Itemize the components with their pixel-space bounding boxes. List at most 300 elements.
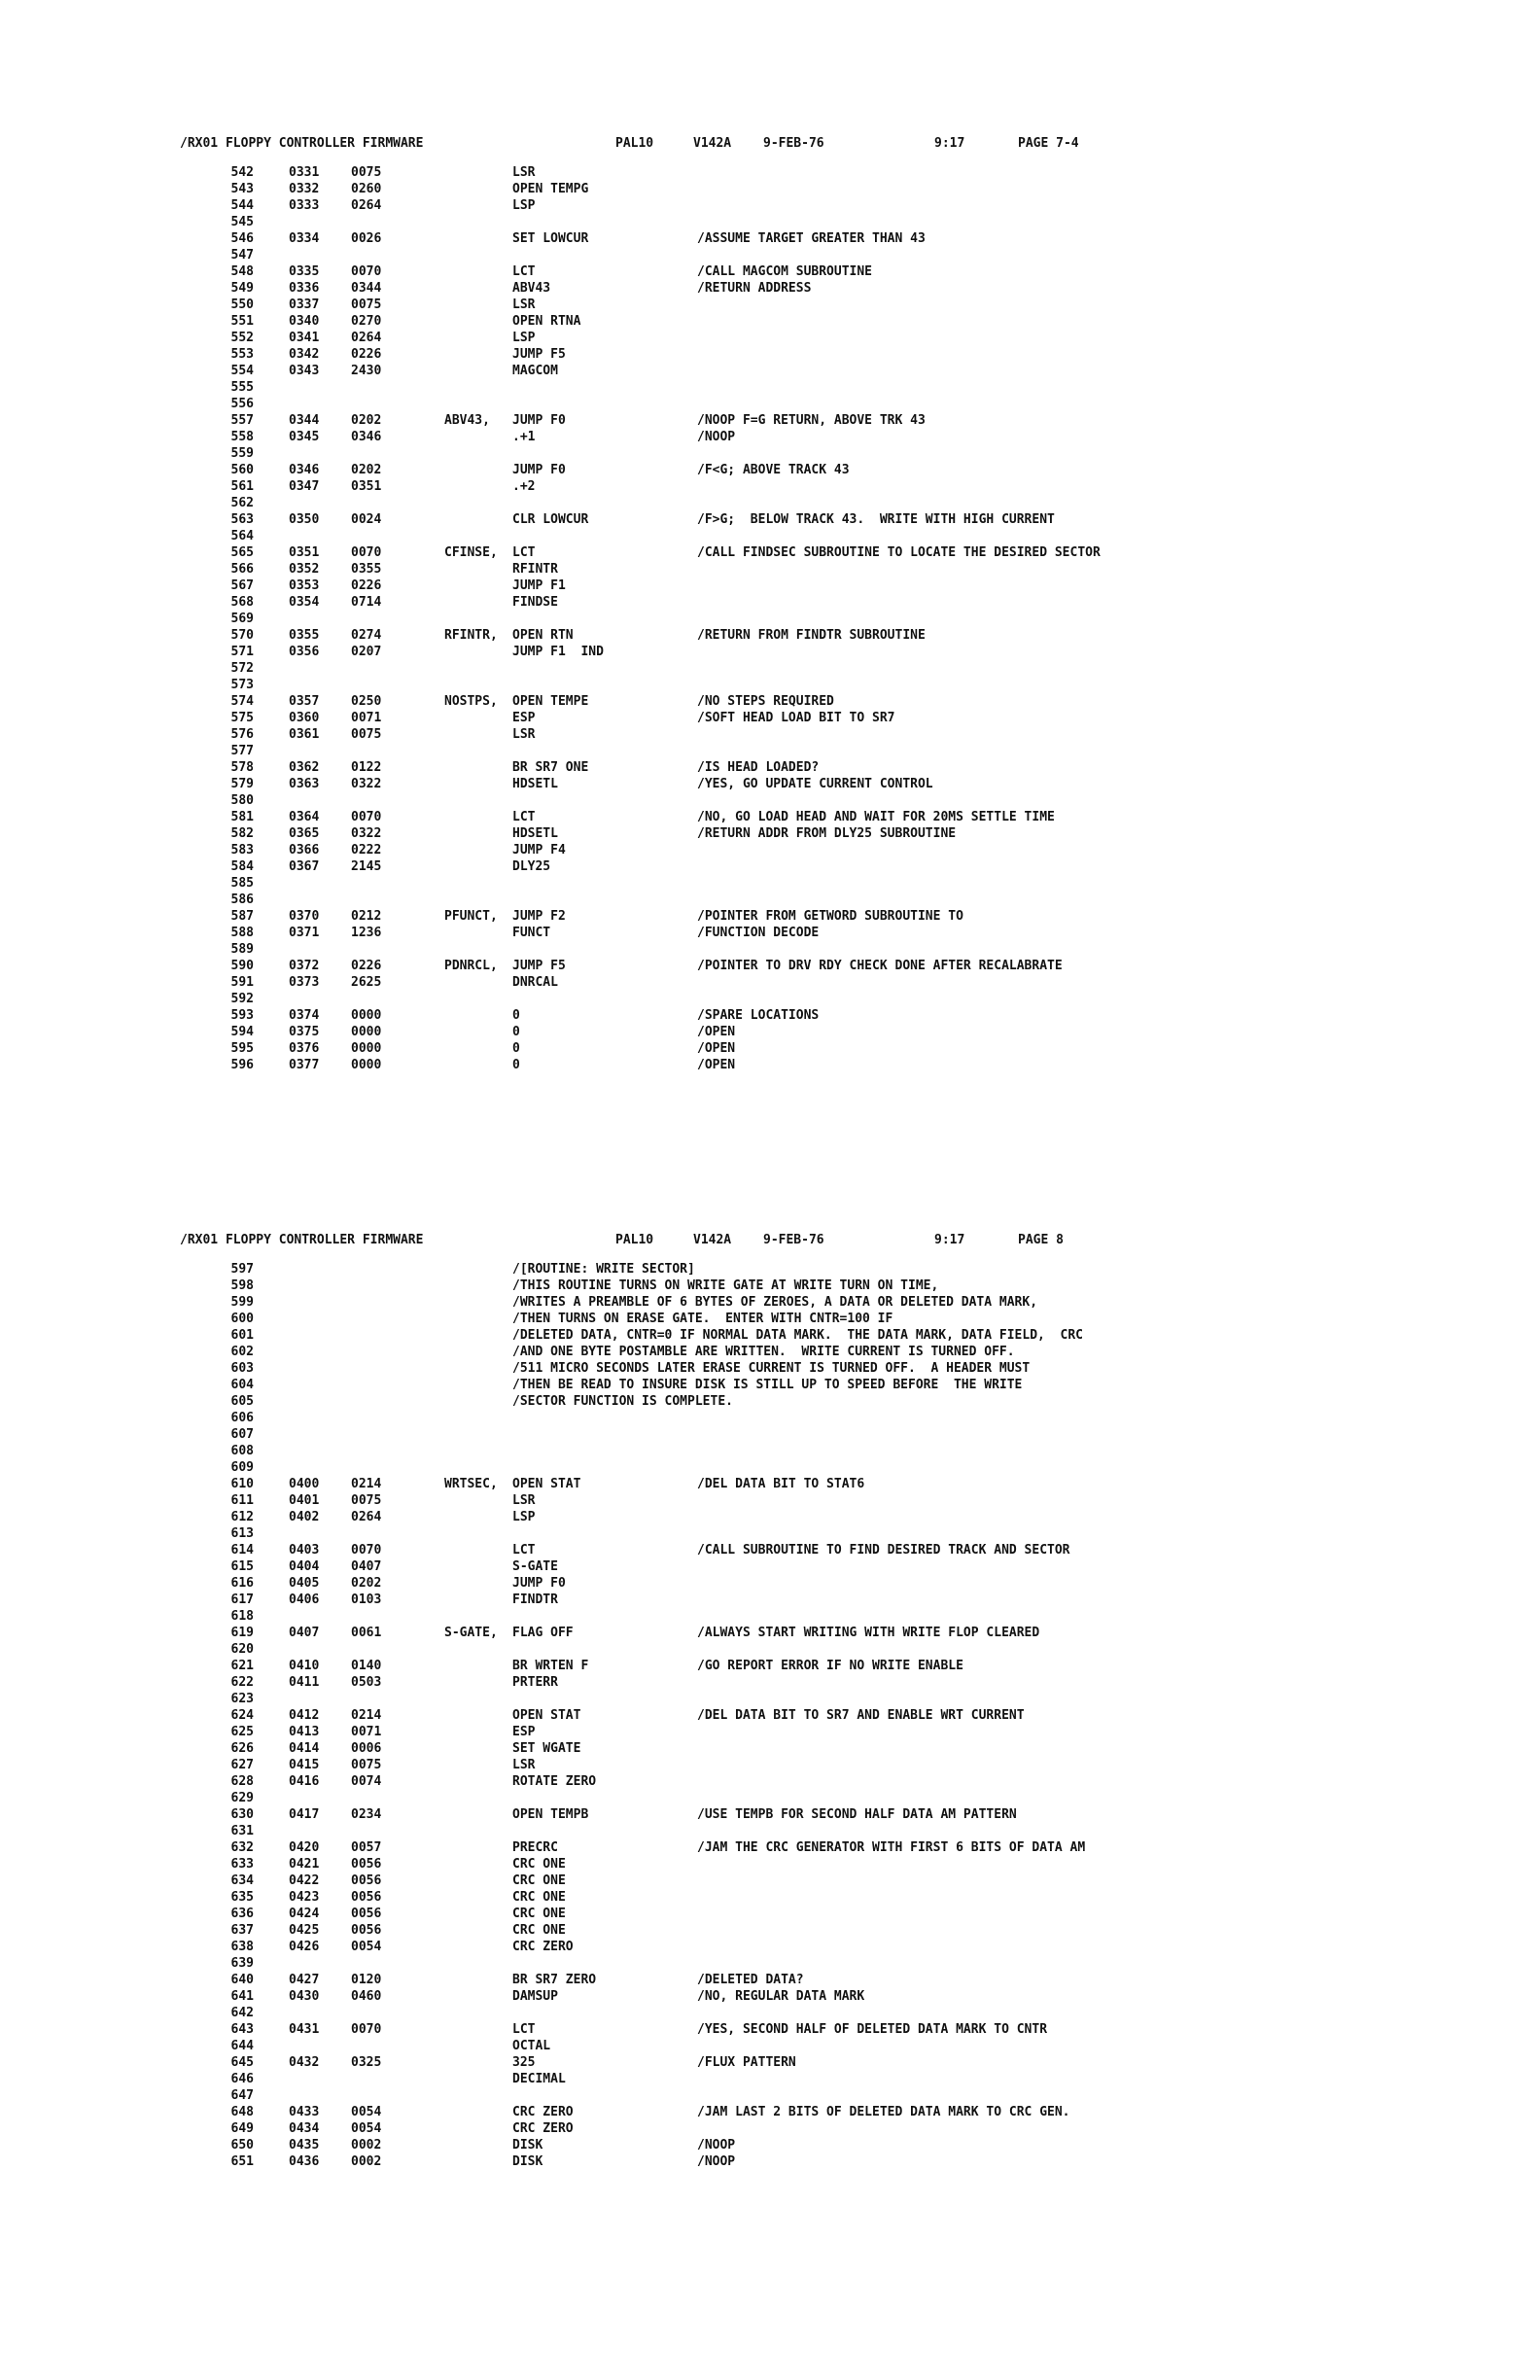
listing-line [180, 231, 1463, 248]
line-number: 629 [230, 1791, 254, 1805]
instruction: OPEN TEMPB [512, 1807, 589, 1822]
listing-line [180, 430, 1463, 446]
instruction: 0 [512, 1008, 520, 1023]
address: 0346 [289, 463, 320, 477]
address: 0352 [289, 562, 320, 577]
line-number: 635 [230, 1890, 254, 1905]
listing-line [180, 859, 1463, 876]
line-number: 559 [230, 446, 254, 461]
listing-line [180, 1890, 1463, 1907]
instruction: S-GATE [512, 1559, 558, 1574]
address: 0420 [289, 1840, 320, 1855]
line-number: 553 [230, 347, 254, 362]
comment: /CALL MAGCOM SUBROUTINE [697, 264, 873, 279]
opcode: 0202 [351, 1576, 382, 1591]
line-number: 648 [230, 2105, 254, 2119]
listing-line [180, 892, 1463, 909]
address: 0403 [289, 1543, 320, 1558]
line-number: 542 [230, 165, 254, 180]
line-number: 600 [230, 1312, 254, 1326]
comment: /POINTER TO DRV RDY CHECK DONE AFTER RECALABRATE [697, 959, 1063, 973]
listing-line [180, 1758, 1463, 1774]
opcode: 0264 [351, 1510, 382, 1524]
comment: /RETURN FROM FINDTR SUBROUTINE [697, 628, 926, 643]
header-page-number: PAGE 7-4 [1018, 136, 1079, 151]
listing-line [180, 2154, 1463, 2171]
address: 0333 [289, 198, 320, 213]
label: CFINSE, [444, 545, 498, 560]
listing-line [180, 744, 1463, 760]
opcode: 0214 [351, 1708, 382, 1723]
opcode: 0002 [351, 2138, 382, 2152]
comment: /NO, GO LOAD HEAD AND WAIT FOR 20MS SETTLE TIME [697, 810, 1055, 824]
opcode: 0226 [351, 959, 382, 973]
line-number: 623 [230, 1692, 254, 1706]
comment-block-text: /DELETED DATA, CNTR=0 IF NORMAL DATA MARK. THE DATA MARK, DATA FIELD, CRC [512, 1328, 1083, 1343]
address: 0356 [289, 645, 320, 659]
line-number: 577 [230, 744, 254, 758]
address: 0344 [289, 413, 320, 428]
opcode: 0714 [351, 595, 382, 610]
label: ABV43, [444, 413, 490, 428]
listing-line [180, 1058, 1463, 1074]
opcode: 0075 [351, 298, 382, 312]
listing-line [180, 1543, 1463, 1559]
instruction: FINDTR [512, 1592, 558, 1607]
address: 0407 [289, 1626, 320, 1640]
line-number: 576 [230, 727, 254, 742]
line-number: 607 [230, 1427, 254, 1442]
code-listing [180, 1262, 1463, 2171]
listing-line [180, 545, 1463, 562]
instruction: CRC ONE [512, 1923, 566, 1938]
line-number: 587 [230, 909, 254, 924]
address: 0410 [289, 1659, 320, 1673]
line-number: 618 [230, 1609, 254, 1624]
listing-line [180, 1411, 1463, 1427]
listing-line [180, 1956, 1463, 1973]
address: 0373 [289, 975, 320, 990]
opcode: 0503 [351, 1675, 382, 1690]
listing-line [180, 612, 1463, 628]
address: 0364 [289, 810, 320, 824]
opcode: 0075 [351, 1758, 382, 1772]
comment: /OPEN [697, 1058, 736, 1072]
instruction: DNRCAL [512, 975, 558, 990]
label: S-GATE, [444, 1626, 498, 1640]
line-number: 599 [230, 1295, 254, 1310]
opcode: 0234 [351, 1807, 382, 1822]
header-version: V142A [693, 1233, 732, 1247]
line-number: 644 [230, 2039, 254, 2053]
listing-line [180, 1477, 1463, 1493]
listing-line [180, 1642, 1463, 1659]
instruction: OPEN STAT [512, 1477, 581, 1491]
line-number: 616 [230, 1576, 254, 1591]
instruction: CRC ONE [512, 1873, 566, 1888]
listing-line [180, 711, 1463, 727]
listing-line [180, 413, 1463, 430]
listing-line [180, 1312, 1463, 1328]
address: 0377 [289, 1058, 320, 1072]
line-number: 554 [230, 364, 254, 378]
opcode: 0122 [351, 760, 382, 775]
listing-line [180, 942, 1463, 959]
opcode: 0070 [351, 1543, 382, 1558]
instruction: 0 [512, 1041, 520, 1056]
listing-line [180, 1708, 1463, 1725]
listing-line [180, 215, 1463, 231]
line-number: 650 [230, 2138, 254, 2152]
line-number: 601 [230, 1328, 254, 1343]
listing-line [180, 1659, 1463, 1675]
instruction: LCT [512, 545, 536, 560]
opcode: 0270 [351, 314, 382, 329]
listing-line [180, 1378, 1463, 1394]
listing-line [180, 1791, 1463, 1807]
comment: /ALWAYS START WRITING WITH WRITE FLOP CLEARED [697, 1626, 1040, 1640]
comment: /ASSUME TARGET GREATER THAN 43 [697, 231, 926, 246]
address: 0355 [289, 628, 320, 643]
instruction: JUMP F1 [512, 578, 566, 593]
address: 0357 [289, 694, 320, 709]
listing-line [180, 628, 1463, 645]
line-number: 631 [230, 1824, 254, 1838]
listing-line [180, 1278, 1463, 1295]
opcode: 0264 [351, 198, 382, 213]
line-number: 621 [230, 1659, 254, 1673]
label: PDNRCL, [444, 959, 498, 973]
line-number: 570 [230, 628, 254, 643]
listing-line [180, 2055, 1463, 2072]
comment: /POINTER FROM GETWORD SUBROUTINE TO [697, 909, 963, 924]
header-date: 9-FEB-76 [763, 1233, 824, 1247]
address: 0374 [289, 1008, 320, 1023]
listing-line [180, 298, 1463, 314]
comment: /JAM THE CRC GENERATOR WITH FIRST 6 BITS OF DATA AM [697, 1840, 1086, 1855]
listing-line [180, 760, 1463, 777]
instruction: CRC ONE [512, 1890, 566, 1905]
opcode: 0071 [351, 1725, 382, 1739]
instruction: CRC ZERO [512, 2121, 574, 2136]
address: 0375 [289, 1025, 320, 1039]
opcode: 0103 [351, 1592, 382, 1607]
listing-line [180, 2121, 1463, 2138]
header-version: V142A [693, 136, 732, 151]
address: 0371 [289, 926, 320, 940]
line-number: 565 [230, 545, 254, 560]
line-number: 617 [230, 1592, 254, 1607]
instruction: .+1 [512, 430, 536, 444]
listing-line [180, 479, 1463, 496]
comment: /F>G; BELOW TRACK 43. WRITE WITH HIGH CURRENT [697, 512, 1055, 527]
comment: /DEL DATA BIT TO SR7 AND ENABLE WRT CURRENT [697, 1708, 1025, 1723]
listing-line [180, 314, 1463, 331]
line-number: 602 [230, 1345, 254, 1359]
listing-line [180, 2088, 1463, 2105]
line-number: 606 [230, 1411, 254, 1425]
label: RFINTR, [444, 628, 498, 643]
line-number: 597 [230, 1262, 254, 1277]
line-number: 584 [230, 859, 254, 874]
listing-line [180, 678, 1463, 694]
opcode: 0264 [351, 331, 382, 345]
listing-line [180, 1008, 1463, 1025]
comment-block-text: /511 MICRO SECONDS LATER ERASE CURRENT IS TURNED OFF. A HEADER MUST [512, 1361, 1031, 1376]
line-number: 603 [230, 1361, 254, 1376]
opcode: 0000 [351, 1041, 382, 1056]
listing-line [180, 512, 1463, 529]
address: 0421 [289, 1857, 320, 1872]
line-number: 563 [230, 512, 254, 527]
instruction: OPEN RTNA [512, 314, 581, 329]
listing-line [180, 2105, 1463, 2121]
listing-line [180, 1907, 1463, 1923]
listing-line [180, 198, 1463, 215]
listing-line [180, 1361, 1463, 1378]
line-number: 588 [230, 926, 254, 940]
opcode: 0212 [351, 909, 382, 924]
listing-line [180, 661, 1463, 678]
line-number: 595 [230, 1041, 254, 1056]
opcode: 0056 [351, 1923, 382, 1938]
line-number: 591 [230, 975, 254, 990]
address: 0413 [289, 1725, 320, 1739]
listing-line [180, 1328, 1463, 1345]
listing-line [180, 446, 1463, 463]
listing-line [180, 1989, 1463, 2006]
line-number: 610 [230, 1477, 254, 1491]
address: 0360 [289, 711, 320, 725]
line-number: 651 [230, 2154, 254, 2169]
comment-block-text: /THEN BE READ TO INSURE DISK IS STILL UP TO SPEED BEFORE THE WRITE [512, 1378, 1023, 1392]
comment-block-text: /WRITES A PREAMBLE OF 6 BYTES OF ZEROES, A DATA OR DELETED DATA MARK, [512, 1295, 1038, 1310]
comment: /NOOP F=G RETURN, ABOVE TRK 43 [697, 413, 926, 428]
opcode: 0070 [351, 810, 382, 824]
line-number: 547 [230, 248, 254, 262]
listing-line [180, 992, 1463, 1008]
listing-page-7-4 [180, 136, 1463, 1074]
line-number: 557 [230, 413, 254, 428]
listing-line [180, 1840, 1463, 1857]
address: 0412 [289, 1708, 320, 1723]
address: 0411 [289, 1675, 320, 1690]
instruction: JUMP F2 [512, 909, 566, 924]
comment-block-text: /THEN TURNS ON ERASE GATE. ENTER WITH CNTR=100 IF [512, 1312, 893, 1326]
address: 0363 [289, 777, 320, 791]
address: 0367 [289, 859, 320, 874]
header-time: 9:17 [934, 1233, 965, 1247]
listing-line [180, 578, 1463, 595]
instruction: LSR [512, 298, 536, 312]
line-number: 546 [230, 231, 254, 246]
instruction: DLY25 [512, 859, 551, 874]
line-number: 619 [230, 1626, 254, 1640]
address: 0361 [289, 727, 320, 742]
comment-block-text: /SECTOR FUNCTION IS COMPLETE. [512, 1394, 733, 1409]
opcode: 0222 [351, 843, 382, 858]
listing-line [180, 1873, 1463, 1890]
instruction: ROTATE ZERO [512, 1774, 597, 1789]
line-number: 552 [230, 331, 254, 345]
instruction: 325 [512, 2055, 536, 2070]
line-number: 638 [230, 1940, 254, 1954]
instruction: SET WGATE [512, 1741, 581, 1756]
opcode: 0070 [351, 545, 382, 560]
line-number: 647 [230, 2088, 254, 2103]
header-module: PAL10 [615, 1233, 654, 1247]
listing-line [180, 843, 1463, 859]
listing-line [180, 1559, 1463, 1576]
line-number: 611 [230, 1493, 254, 1508]
line-number: 633 [230, 1857, 254, 1872]
address: 0405 [289, 1576, 320, 1591]
listing-line [180, 1510, 1463, 1526]
listing-line [180, 727, 1463, 744]
opcode: 0075 [351, 727, 382, 742]
opcode: 0056 [351, 1857, 382, 1872]
line-number: 608 [230, 1444, 254, 1458]
instruction: BR SR7 ZERO [512, 1973, 597, 1987]
listing-line [180, 1444, 1463, 1460]
address: 0417 [289, 1807, 320, 1822]
instruction: OPEN RTN [512, 628, 574, 643]
opcode: 0070 [351, 2022, 382, 2037]
line-number: 558 [230, 430, 254, 444]
comment: /NOOP [697, 430, 736, 444]
opcode: 0274 [351, 628, 382, 643]
comment: /SOFT HEAD LOAD BIT TO SR7 [697, 711, 895, 725]
address: 0354 [289, 595, 320, 610]
line-number: 639 [230, 1956, 254, 1971]
comment: /FLUX PATTERN [697, 2055, 796, 2070]
line-number: 581 [230, 810, 254, 824]
line-number: 550 [230, 298, 254, 312]
instruction: OPEN STAT [512, 1708, 581, 1723]
listing-line [180, 1262, 1463, 1278]
instruction: 0 [512, 1058, 520, 1072]
instruction: SET LOWCUR [512, 231, 589, 246]
address: 0365 [289, 826, 320, 841]
opcode: 1236 [351, 926, 382, 940]
opcode: 0075 [351, 1493, 382, 1508]
line-number: 583 [230, 843, 254, 858]
line-number: 578 [230, 760, 254, 775]
line-number: 643 [230, 2022, 254, 2037]
line-number: 598 [230, 1278, 254, 1293]
address: 0370 [289, 909, 320, 924]
address: 0332 [289, 182, 320, 196]
line-number: 561 [230, 479, 254, 494]
listing-line [180, 595, 1463, 612]
line-number: 568 [230, 595, 254, 610]
listing-line [180, 777, 1463, 793]
instruction: CLR LOWCUR [512, 512, 589, 527]
line-number: 560 [230, 463, 254, 477]
line-number: 613 [230, 1526, 254, 1541]
header-time: 9:17 [934, 136, 965, 151]
instruction: ESP [512, 1725, 536, 1739]
instruction: PRECRC [512, 1840, 558, 1855]
listing-line [180, 496, 1463, 512]
instruction: LCT [512, 2022, 536, 2037]
address: 0434 [289, 2121, 320, 2136]
opcode: 0000 [351, 1058, 382, 1072]
comment: /NO STEPS REQUIRED [697, 694, 834, 709]
line-number: 585 [230, 876, 254, 891]
listing-line [180, 1493, 1463, 1510]
listing-line [180, 380, 1463, 397]
address: 0426 [289, 1940, 320, 1954]
instruction: JUMP F1 IND [512, 645, 604, 659]
line-number: 571 [230, 645, 254, 659]
listing-line [180, 347, 1463, 364]
opcode: 0344 [351, 281, 382, 296]
line-number: 624 [230, 1708, 254, 1723]
opcode: 0202 [351, 413, 382, 428]
instruction: RFINTR [512, 562, 558, 577]
line-number: 612 [230, 1510, 254, 1524]
address: 0414 [289, 1741, 320, 1756]
instruction: FLAG OFF [512, 1626, 574, 1640]
line-number: 579 [230, 777, 254, 791]
header-module: PAL10 [615, 136, 654, 151]
address: 0404 [289, 1559, 320, 1574]
comment: /RETURN ADDR FROM DLY25 SUBROUTINE [697, 826, 957, 841]
opcode: 0346 [351, 430, 382, 444]
line-number: 569 [230, 612, 254, 626]
comment: /NOOP [697, 2154, 736, 2169]
comment: /CALL SUBROUTINE TO FIND DESIRED TRACK AND SECTOR [697, 1543, 1070, 1558]
comment: /CALL FINDSEC SUBROUTINE TO LOCATE THE DESIRED SECTOR [697, 545, 1101, 560]
label: WRTSEC, [444, 1477, 498, 1491]
listing-line [180, 926, 1463, 942]
address: 0430 [289, 1989, 320, 2004]
listing-line [180, 264, 1463, 281]
line-number: 556 [230, 397, 254, 411]
listing-line [180, 876, 1463, 892]
listing-page-8 [180, 1233, 1463, 2171]
line-number: 592 [230, 992, 254, 1006]
line-number: 641 [230, 1989, 254, 2004]
address: 0342 [289, 347, 320, 362]
instruction: 0 [512, 1025, 520, 1039]
listing-line [180, 975, 1463, 992]
opcode: 2145 [351, 859, 382, 874]
instruction: DECIMAL [512, 2072, 566, 2086]
address: 0366 [289, 843, 320, 858]
listing-line [180, 1592, 1463, 1609]
page-header [180, 136, 1463, 159]
address: 0433 [289, 2105, 320, 2119]
listing-line [180, 645, 1463, 661]
address: 0415 [289, 1758, 320, 1772]
code-listing [180, 165, 1463, 1074]
listing-line [180, 909, 1463, 926]
line-number: 626 [230, 1741, 254, 1756]
address: 0335 [289, 264, 320, 279]
listing-line [180, 1576, 1463, 1592]
opcode: 0054 [351, 1940, 382, 1954]
opcode: 0214 [351, 1477, 382, 1491]
opcode: 0226 [351, 578, 382, 593]
instruction: CRC ZERO [512, 1940, 574, 1954]
address: 0331 [289, 165, 320, 180]
instruction: LCT [512, 1543, 536, 1558]
listing-line [180, 529, 1463, 545]
opcode: 0355 [351, 562, 382, 577]
line-number: 628 [230, 1774, 254, 1789]
